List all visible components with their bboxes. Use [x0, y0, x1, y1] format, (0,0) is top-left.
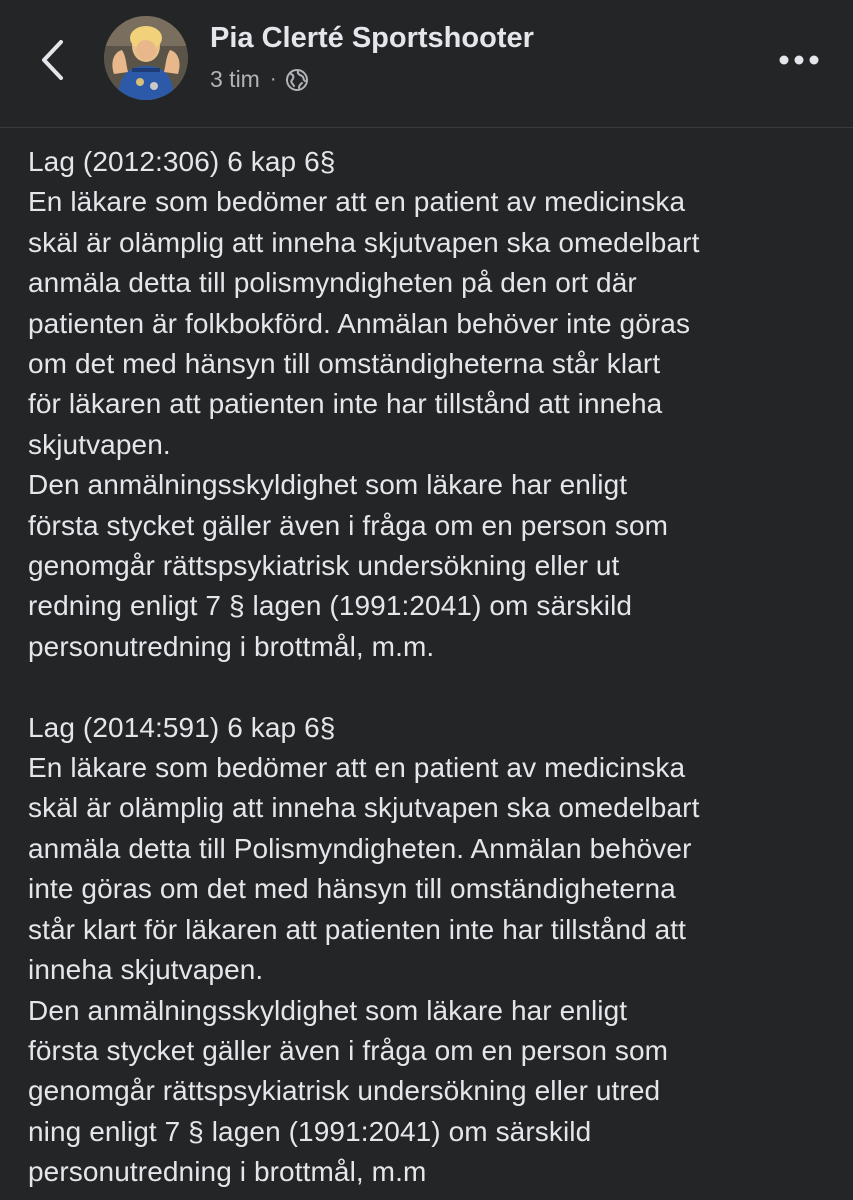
text-line: inte göras om det med hänsyn till omständigheterna: [28, 873, 676, 905]
text-line: anmäla detta till Polismyndigheten. Anmälan behöver: [28, 832, 692, 864]
avatar[interactable]: [104, 16, 188, 100]
post-body: [28, 142, 828, 1193]
text-line: genomgår rättspsykiatrisk undersökning eller ut: [28, 550, 620, 582]
author-name[interactable]: Pia Clerté Sportshooter: [210, 22, 534, 54]
more-options-button[interactable]: [775, 42, 823, 78]
text-line: om det med hänsyn till omständigheterna står klart: [28, 348, 661, 380]
chevron-left-icon: [39, 38, 65, 82]
text-line: skjutvapen.: [28, 428, 171, 460]
text-line: första stycket gäller även i fråga om en person som: [28, 1034, 669, 1066]
text-line: för läkaren att patienten inte har tillstånd att inneha: [28, 388, 663, 420]
post-meta: [210, 66, 309, 93]
paragraph-gap: [28, 667, 828, 707]
back-button[interactable]: [30, 34, 74, 86]
text-line: skäl är olämplig att inneha skjutvapen ska omedelbart: [28, 792, 700, 824]
globe-icon[interactable]: [285, 68, 309, 92]
text-line: redning enligt 7 § lagen (1991:2041) om särskild: [28, 590, 633, 622]
meta-separator: ·: [269, 68, 277, 90]
more-dots-icon: [778, 54, 820, 66]
section2-heading: Lag (2014:591) 6 kap 6§: [28, 711, 336, 743]
text-line: En läkare som bedömer att en patient av medicinska: [28, 186, 686, 218]
text-line: inneha skjutvapen.: [28, 954, 264, 986]
post-header: [0, 0, 853, 128]
text-line: står klart för läkaren att patienten inte har tillstånd att: [28, 913, 687, 945]
section1-heading: Lag (2012:306) 6 kap 6§: [28, 146, 336, 177]
text-line: genomgår rättspsykiatrisk undersökning eller utred: [28, 1075, 661, 1107]
text-line: första stycket gäller även i fråga om en person som: [28, 509, 669, 541]
text-line: En läkare som bedömer att en patient av medicinska: [28, 752, 686, 784]
section1-paragraph1: [28, 182, 828, 465]
text-line: anmäla detta till polismyndigheten på den ort där: [28, 267, 637, 299]
text-line: ning enligt 7 § lagen (1991:2041) om särskild: [28, 1115, 592, 1147]
text-line: patienten är folkbokförd. Anmälan behöver inte göras: [28, 307, 691, 339]
section1-paragraph2: [28, 465, 828, 667]
text-line: personutredning i brottmål, m.m.: [28, 630, 435, 662]
timestamp[interactable]: 3 tim: [210, 66, 260, 92]
text-line: Den anmälningsskyldighet som läkare har enligt: [28, 469, 628, 501]
section2-paragraph1: [28, 748, 828, 990]
text-line: skäl är olämplig att inneha skjutvapen ska omedelbart: [28, 226, 700, 258]
section2-paragraph2: [28, 991, 828, 1193]
text-line: personutredning i brottmål, m.m: [28, 1156, 427, 1188]
profile-photo: [104, 16, 188, 100]
text-line: Den anmälningsskyldighet som läkare har enligt: [28, 994, 628, 1026]
